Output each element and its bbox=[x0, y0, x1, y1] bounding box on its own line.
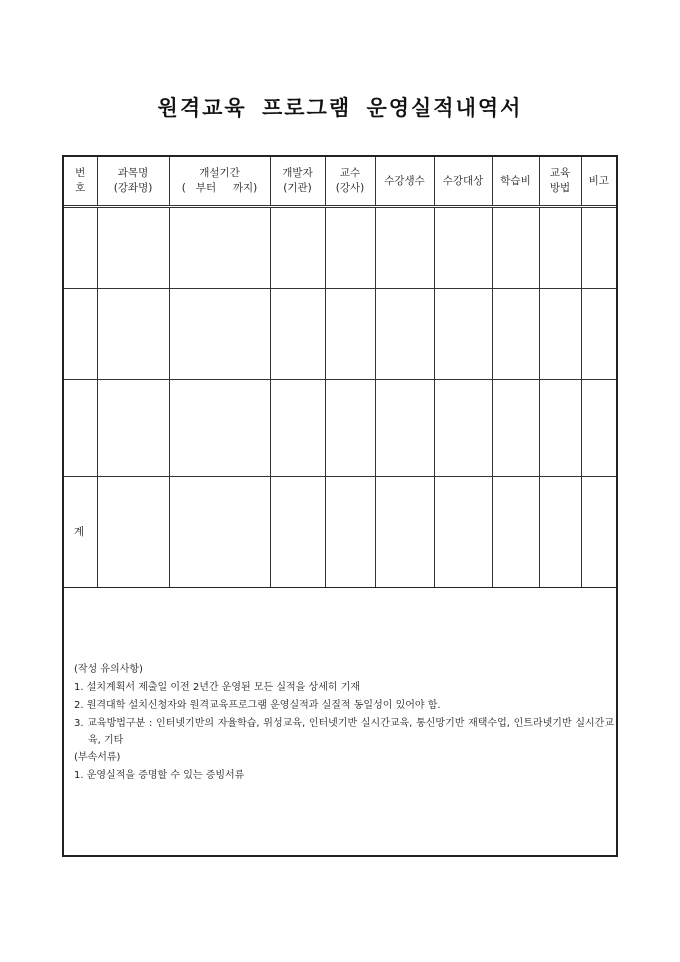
table-cell[interactable] bbox=[169, 477, 270, 588]
table-cell[interactable] bbox=[97, 380, 169, 477]
table-row bbox=[64, 380, 616, 477]
table-cell[interactable] bbox=[169, 289, 270, 380]
table-cell[interactable] bbox=[492, 289, 539, 380]
table-cell[interactable] bbox=[375, 289, 434, 380]
note-item: 3. 교육방법구분 : 인터넷기반의 자율학습, 위성교육, 인터넷기반 실시간교육, 통신망기반 재택수업, 인트라넷기반 실시간교육, 기타 bbox=[74, 718, 614, 746]
table-cell[interactable] bbox=[97, 477, 169, 588]
table-cell[interactable] bbox=[169, 207, 270, 289]
table-cell[interactable] bbox=[64, 289, 97, 380]
table-cell[interactable] bbox=[375, 380, 434, 477]
attachment-item: 1. 운영실적을 증명할 수 있는 증빙서류 bbox=[74, 770, 245, 781]
table-cell[interactable] bbox=[434, 380, 492, 477]
table-cell[interactable] bbox=[325, 380, 375, 477]
table-cell[interactable] bbox=[64, 207, 97, 289]
table-cell[interactable] bbox=[375, 207, 434, 289]
table-cell[interactable] bbox=[270, 289, 325, 380]
col-number-header: 번 호 bbox=[64, 157, 97, 207]
table-cell[interactable] bbox=[434, 477, 492, 588]
table-cell[interactable] bbox=[581, 477, 616, 588]
total-label: 계 bbox=[64, 477, 97, 588]
table-cell[interactable] bbox=[325, 477, 375, 588]
record-table bbox=[64, 157, 616, 588]
table-cell[interactable] bbox=[492, 380, 539, 477]
attachments-header: (부속서류) bbox=[74, 752, 121, 763]
total-row bbox=[64, 477, 616, 588]
col-fee-header: 학습비 bbox=[492, 157, 539, 207]
table-cell[interactable] bbox=[581, 289, 616, 380]
table-cell[interactable] bbox=[434, 289, 492, 380]
col-developer-header: 개발자 (기관) bbox=[270, 157, 325, 207]
table-cell[interactable] bbox=[492, 207, 539, 289]
col-target-header: 수강대상 bbox=[434, 157, 492, 207]
col-period-header: 개설기간 ( 부터 까지) bbox=[169, 157, 270, 207]
note-item: 2. 원격대학 설치신청자와 원격교육프로그램 운영실적과 실질적 동일성이 있어야 함. bbox=[74, 700, 441, 711]
col-students-header: 수강생수 bbox=[375, 157, 434, 207]
table-row bbox=[64, 207, 616, 289]
table-cell[interactable] bbox=[169, 380, 270, 477]
table-cell[interactable] bbox=[97, 207, 169, 289]
notes-header: (작성 유의사항) bbox=[74, 664, 143, 675]
document-title: 원격교육 프로그램 운영실적내역서 bbox=[157, 96, 523, 120]
table-cell[interactable] bbox=[539, 207, 581, 289]
table-cell[interactable] bbox=[325, 207, 375, 289]
col-course-header: 과목명 (강좌명) bbox=[97, 157, 169, 207]
table-cell[interactable] bbox=[581, 207, 616, 289]
table-cell[interactable] bbox=[325, 289, 375, 380]
col-remarks-header: 비고 bbox=[581, 157, 616, 207]
col-method-header: 교육 방법 bbox=[539, 157, 581, 207]
table-row bbox=[64, 289, 616, 380]
table-cell[interactable] bbox=[375, 477, 434, 588]
table-cell[interactable] bbox=[581, 380, 616, 477]
table-cell[interactable] bbox=[492, 477, 539, 588]
note-item: 1. 설치계획서 제출일 이전 2년간 운영된 모든 실적을 상세히 기재 bbox=[74, 682, 361, 693]
col-instructor-header: 교수 (강사) bbox=[325, 157, 375, 207]
record-form bbox=[62, 155, 618, 857]
table-cell[interactable] bbox=[434, 207, 492, 289]
table-cell[interactable] bbox=[97, 289, 169, 380]
table-cell[interactable] bbox=[270, 380, 325, 477]
table-cell[interactable] bbox=[270, 207, 325, 289]
table-cell[interactable] bbox=[270, 477, 325, 588]
table-cell[interactable] bbox=[539, 380, 581, 477]
header-row bbox=[64, 157, 616, 207]
table-cell[interactable] bbox=[539, 477, 581, 588]
table-cell[interactable] bbox=[539, 289, 581, 380]
table-cell[interactable] bbox=[64, 380, 97, 477]
notes-section bbox=[74, 661, 614, 785]
